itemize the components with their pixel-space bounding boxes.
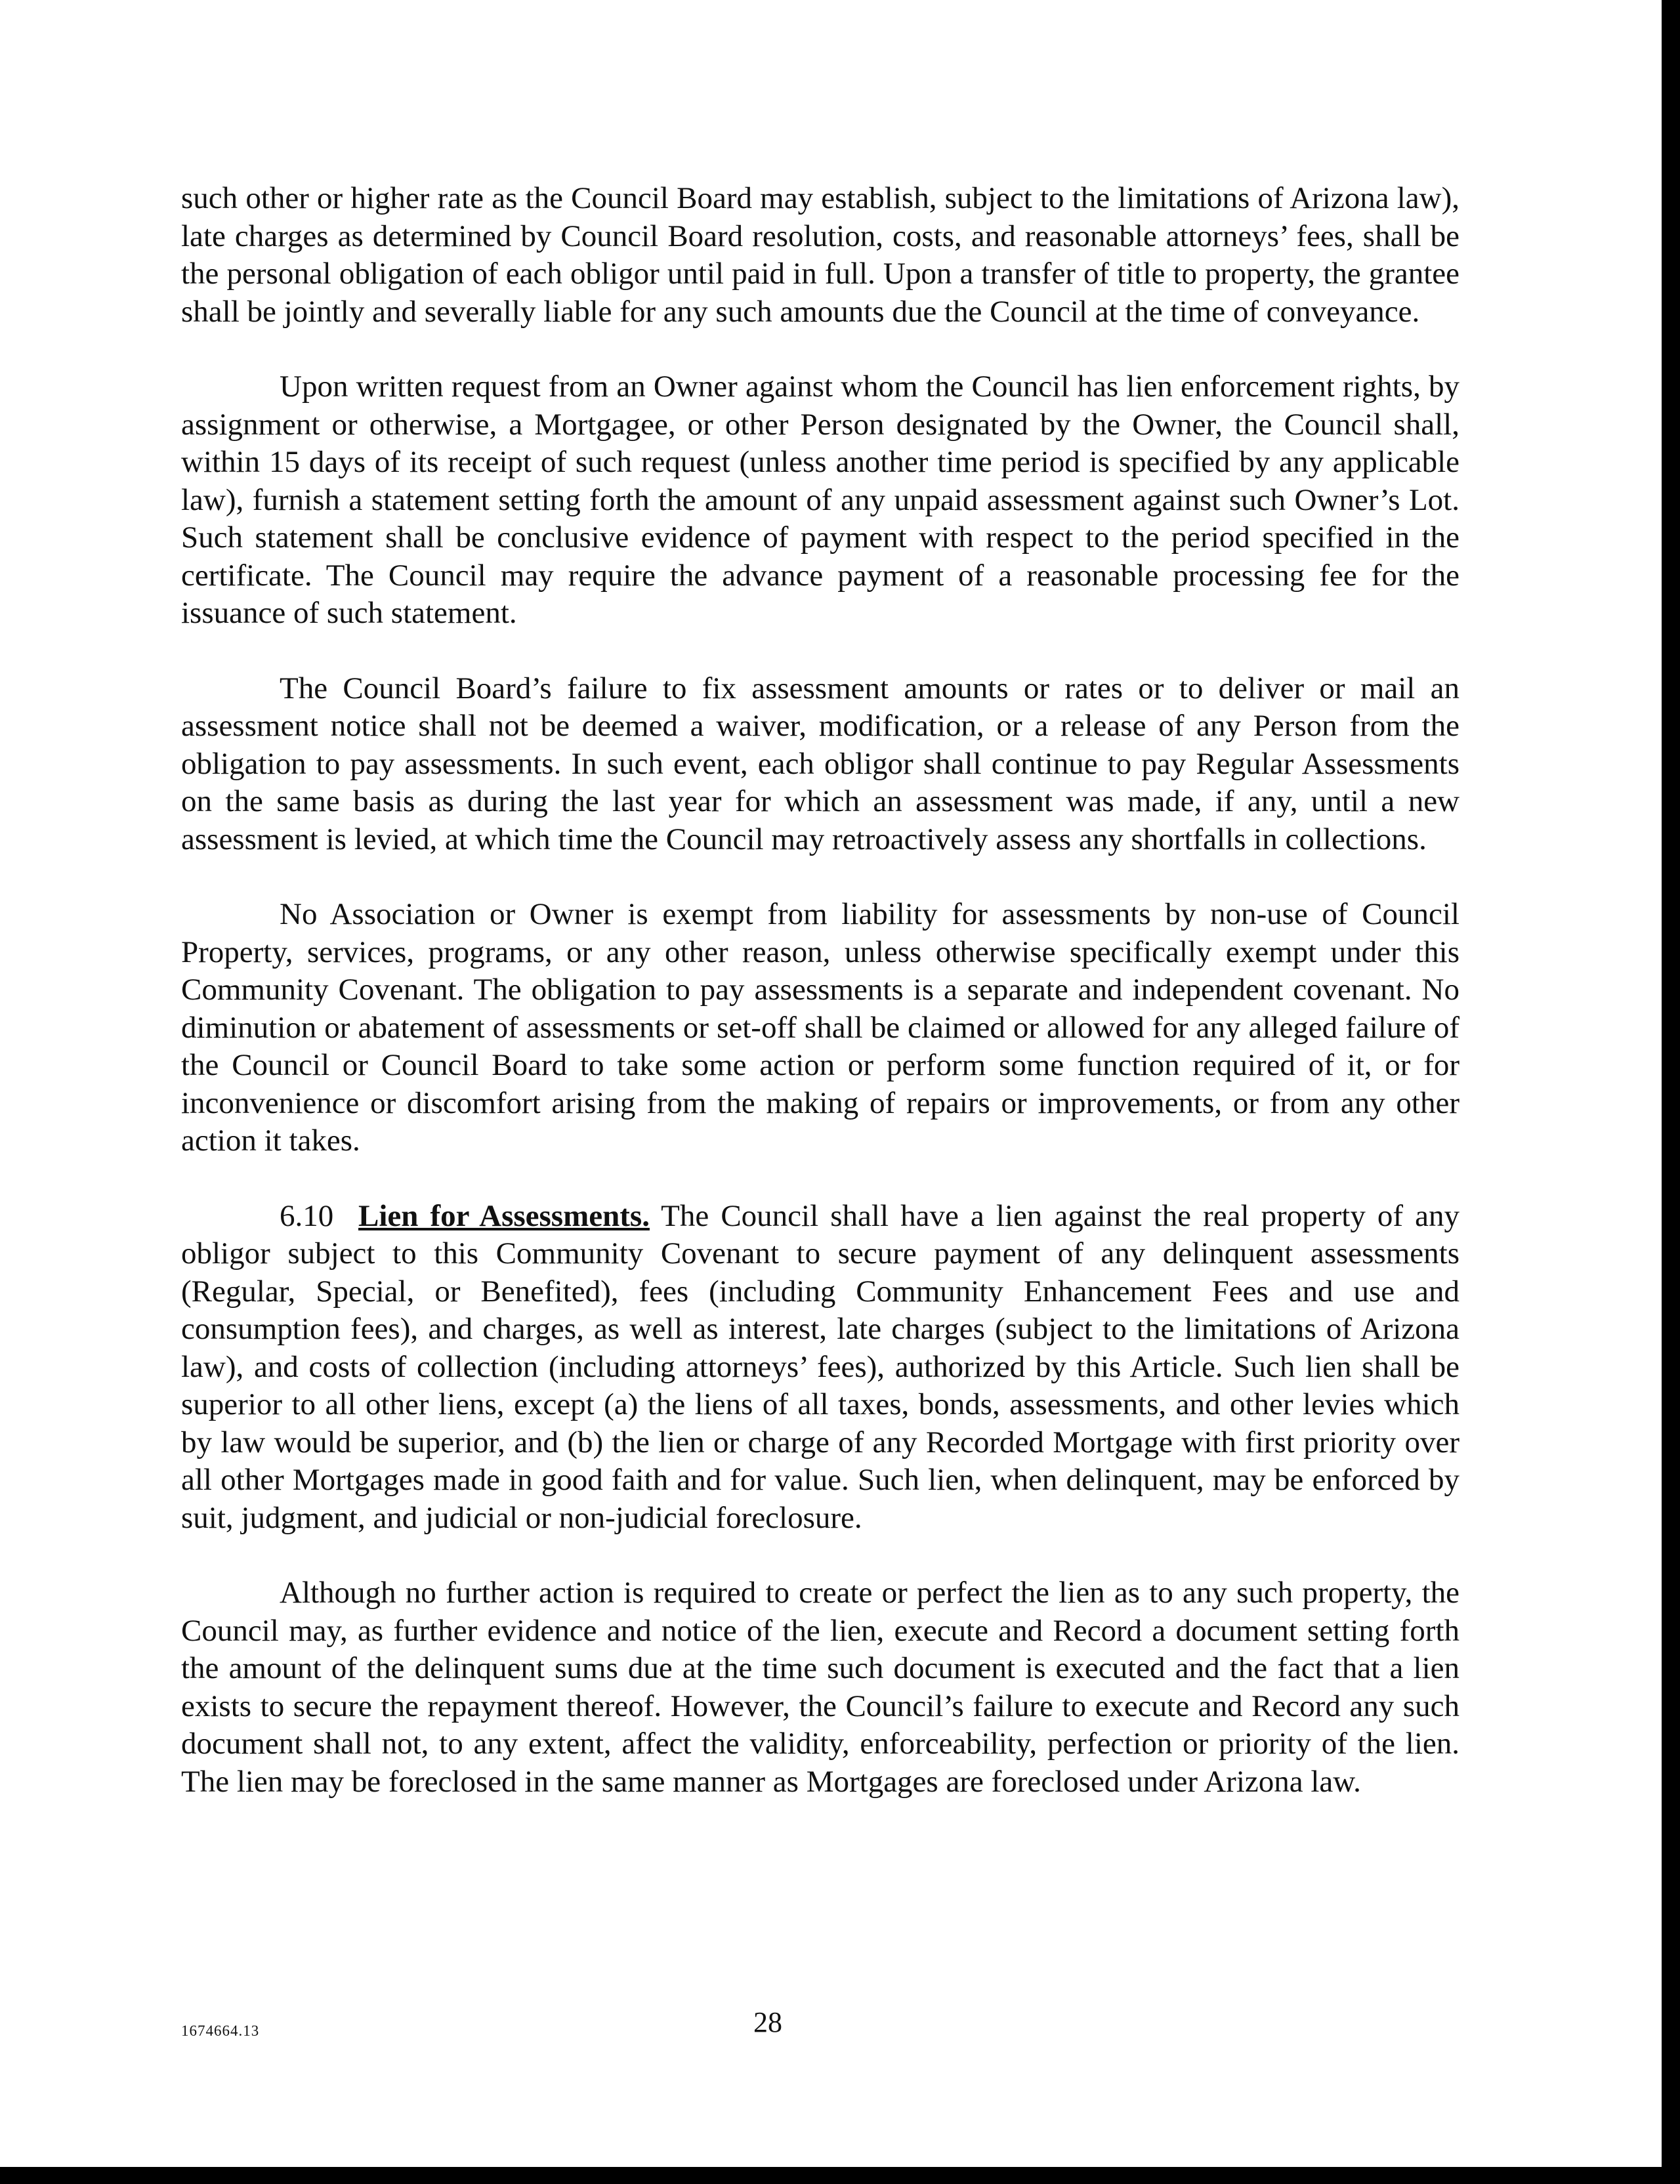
document-body bbox=[181, 180, 1460, 1838]
scan-border-bottom bbox=[0, 2167, 1680, 2184]
page-number: 28 bbox=[753, 2006, 782, 2038]
section-title: Lien for Assessments. bbox=[358, 1198, 650, 1233]
paragraph-no-exemption: No Association or Owner is exempt from liability for assessments by non-use of Council Property, services, programs, or any other reason, unless otherwise specifically exempt under this Community Covenant. The obligation to pay assessments is a separate and independent covenant. No diminution or abatement of assessments or set-off shall be claimed or allowed for any alleged failure of the Council or Council Board to take some action or perform some function required of it, or for inconvenience or discomfort arising from the making of repairs or improvements, or from any other action it takes. bbox=[181, 897, 1460, 1158]
section-number: 6.10 bbox=[280, 1198, 334, 1233]
section-6-10-paragraph bbox=[181, 1198, 1460, 1538]
paragraph-failure-to-fix: The Council Board’s failure to fix assessment amounts or rates or to deliver or mail an assessment notice shall not be deemed a waiver, modification, or a release of any Person from the obligation to pay assessments. In such event, each obligor shall continue to pay Regular Assessments on the same basis as during the last year for which an assessment was made, if any, until a new assessment is levied, at which time the Council may retroactively assess any shortfalls in collections. bbox=[181, 671, 1460, 856]
paragraph-statement-request: Upon written request from an Owner against whom the Council has lien enforcement rights, by assignment or otherwise, a Mortgagee, or other Person designated by the Owner, the Council shall, within 15 days of its receipt of such request (unless another time period is specified by any applicable law), furnish a statement setting forth the amount of any unpaid assessment against such Owner’s Lot. Such statement shall be conclusive evidence of payment with respect to the period specified in the certificate. The Council may require the advance payment of a reasonable processing fee for the issuance of such statement. bbox=[181, 369, 1460, 630]
paragraph-lien-recording: Although no further action is required to create or perfect the lien as to any such property, the Council may, as further evidence and notice of the lien, execute and Record a document setting forth the amount of the delinquent sums due at the time such document is executed and the fact that a lien exists to secure the repayment thereof. However, the Council’s failure to execute and Record any such document shall not, to any extent, affect the validity, enforceability, perfection or priority of the lien. The lien may be foreclosed in the same manner as Mortgages are foreclosed under Arizona law. bbox=[181, 1576, 1460, 1799]
section-body-text: The Council shall have a lien against the real property of any obligor subject to this Community Covenant to secure payment of any delinquent assessments (Regular, Special, or Benefited), fees (including Community Enhancement Fees and use and consumption fees), and charges, as well as interest, late charges (subject to the limitations of Arizona law), and costs of collection (including attorneys’ fees), authorized by this Article. Such lien shall be superior to all other liens, except (a) the liens of all taxes, bonds, assessments, and other levies which by law would be superior, and (b) the lien or charge of any Recorded Mortgage with first priority over all other Mortgages made in good faith and for value. Such lien, when delinquent, may be enforced by suit, judgment, and judicial or non-judicial foreclosure. bbox=[181, 1198, 1460, 1535]
paragraph-continued-liability: such other or higher rate as the Council Board may establish, subject to the limitations of Arizona law), late charges as determined by Council Board resolution, costs, and reasonable attorneys’ fees, shall be the personal obligation of each obligor until paid in full. Upon a transfer of title to property, the grantee shall be jointly and severally liable for any such amounts due the Council at the time of conveyance. bbox=[181, 181, 1460, 329]
document-id: 1674664.13 bbox=[181, 2023, 260, 2039]
scan-border-right bbox=[1662, 0, 1680, 2184]
